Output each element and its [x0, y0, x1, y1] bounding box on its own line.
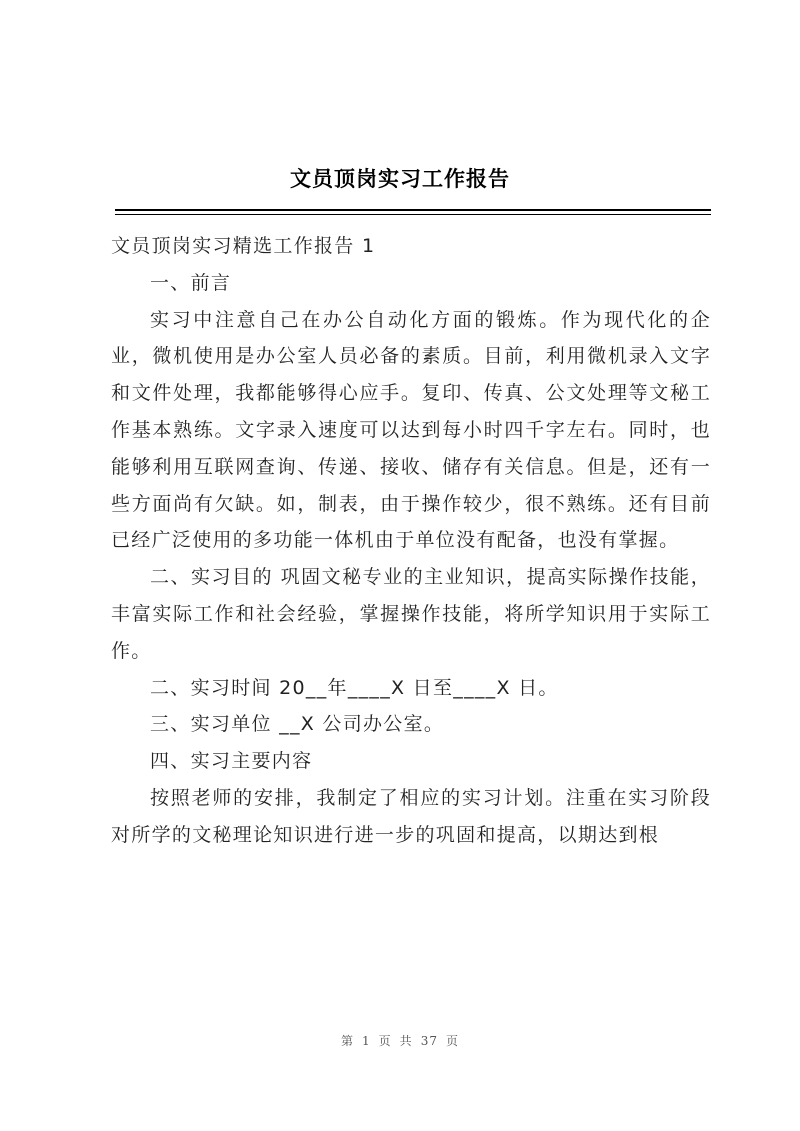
paragraph-main-content-body: 按照老师的安排，我制定了相应的实习计划。注重在实习阶段对所学的文秘理论知识进行进一步的巩固和提高，以期达到根: [111, 786, 711, 846]
footer-page-number: 1: [362, 1034, 371, 1048]
paragraph-preface-body: 实习中注意自己在办公自动化方面的锻炼。作为现代化的企业，微机使用是办公室人员必备的素质。目前，利用微机录入文字和文件处理，我都能够得心应手。复印、传真、公文处理等文秘工作基本熟练。文字录入速度可以达到每小时四千字左右。同时，也能够利用互联网查询、传递、接收、储存有关信息。但是，还有一些方面尚有欠缺。如，制表，由于操作较少，很不熟练。还有目前已经广泛使用的多功能一体机由于单位没有配备，也没有掌握。: [111, 308, 711, 552]
section-heading-main-content: 四、实习主要内容: [150, 750, 313, 773]
page-footer: [0, 1032, 800, 1049]
paragraph-internship-unit: 三、实习单位 __X 公司办公室。: [150, 713, 445, 736]
document-title: 文员顶岗实习工作报告: [290, 166, 510, 191]
title-divider-thin: [115, 214, 711, 215]
title-divider-thick: [115, 209, 711, 211]
footer-label-total-unit: 页: [445, 1034, 459, 1048]
document-body: [111, 228, 711, 854]
paragraph-internship-time: 二、实习时间 20__年____X 日至____X 日。: [150, 676, 559, 699]
document-subtitle: 文员顶岗实习精选工作报告 1: [111, 235, 376, 257]
footer-label-total: 共: [399, 1034, 413, 1048]
footer-label-page-unit: 页: [378, 1034, 392, 1048]
footer-total-pages: 37: [420, 1034, 438, 1048]
paragraph-internship-purpose: 二、实习目的 巩固文秘专业的主业知识，提高实际操作技能，丰富实际工作和社会经验，掌握操作技能，将所学知识用于实际工作。: [111, 566, 711, 662]
footer-label-page: 第: [341, 1034, 355, 1048]
section-heading-preface: 一、前言: [150, 271, 232, 294]
